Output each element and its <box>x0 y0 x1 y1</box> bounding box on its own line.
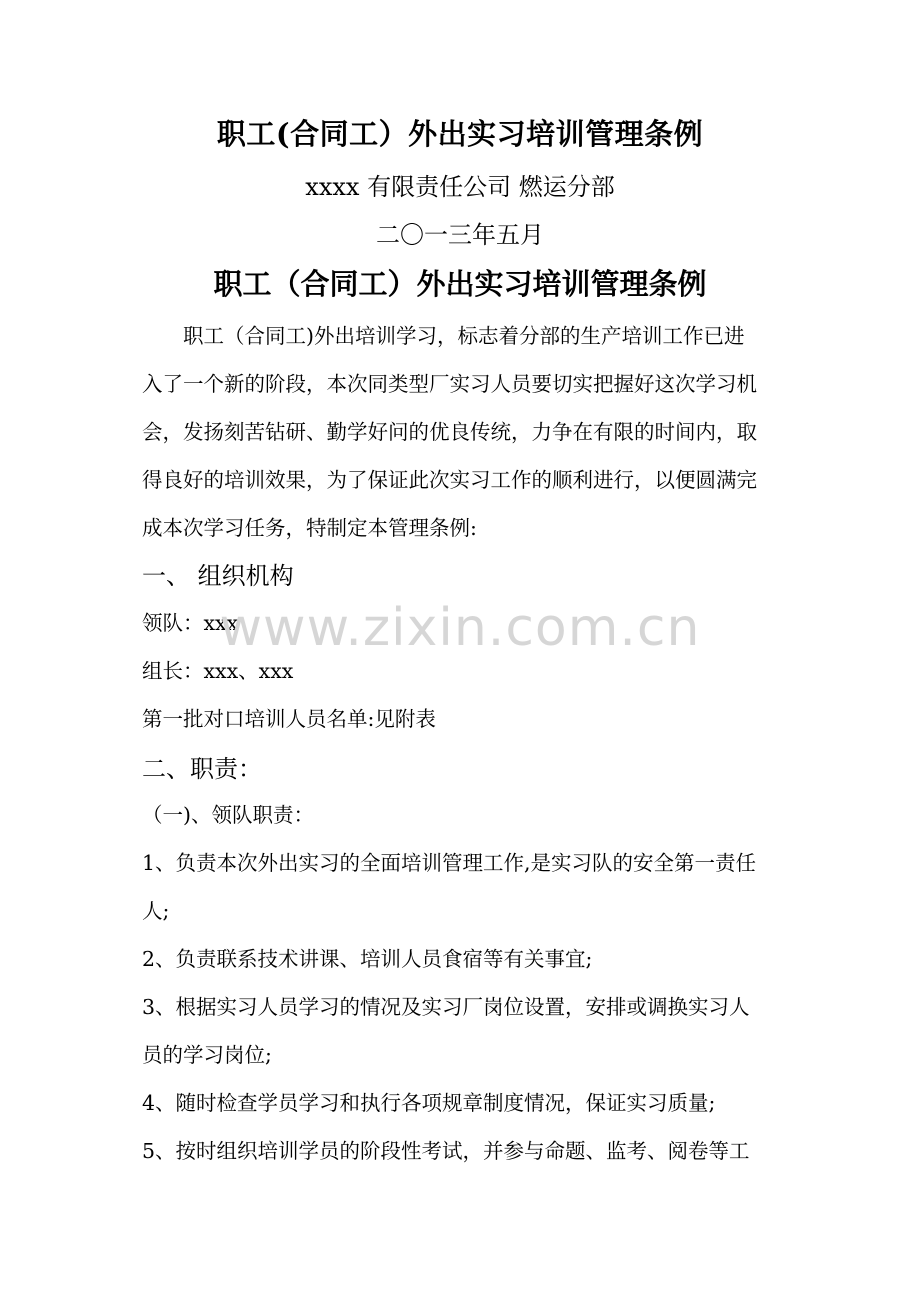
roster-line: 第一批对口培训人员名单:见附表 <box>142 707 436 731</box>
intro-line: 成本次学习任务，特制定本管理条例: <box>142 516 477 540</box>
document-title: 职工(合同工）外出实习培训管理条例 <box>216 117 704 151</box>
duty-item-line: 1、负责本次外出实习的全面培训管理工作,是实习队的安全第一责任 <box>142 851 757 875</box>
company-line: xxxx 有限责任公司 燃运分部 <box>305 173 615 201</box>
section-1-heading: 一、 组织机构 <box>142 562 294 590</box>
section-2-heading: 二、职责： <box>142 755 262 783</box>
duty-item-line: 5、按时组织培训学员的阶段性考试，并参与命题、监考、阅卷等工 <box>142 1139 750 1163</box>
intro-line: 得良好的培训效果，为了保证此次实习工作的顺利进行，以便圆满完 <box>142 468 757 492</box>
duty-item-line: 4、随时检查学员学习和执行各项规章制度情况，保证实习质量; <box>142 1091 716 1115</box>
intro-line: 会，发扬刻苦钻研、勤学好问的优良传统，力争在有限的时间内，取 <box>142 420 757 444</box>
duty-item-line: 员的学习岗位; <box>142 1043 272 1067</box>
team-leader-line: 领队：xxx <box>142 611 239 635</box>
duty-item-line: 2、负责联系技术讲课、培训人员食宿等有关事宜; <box>142 947 593 971</box>
intro-paragraph <box>142 312 786 552</box>
group-leader-line: 组长：xxx、xxx <box>142 659 294 683</box>
watermark: www.zixin.com.cn <box>219 598 701 658</box>
intro-line: 职工（合同工)外出培训学习，标志着分部的生产培训工作已进 <box>183 324 745 348</box>
document-date: 二〇一三年五月 <box>376 221 544 249</box>
section-2-sub-heading: （一)、领队职责： <box>142 803 314 827</box>
duty-item-line: 3、根据实习人员学习的情况及实习厂岗位设置，安排或调换实习人 <box>142 995 750 1019</box>
intro-line: 入了一个新的阶段，本次同类型厂实习人员要切实把握好这次学习机 <box>142 372 757 396</box>
document-title-repeat: 职工（合同工）外出实习培训管理条例 <box>213 267 707 301</box>
duty-item-line: 人; <box>142 899 170 923</box>
